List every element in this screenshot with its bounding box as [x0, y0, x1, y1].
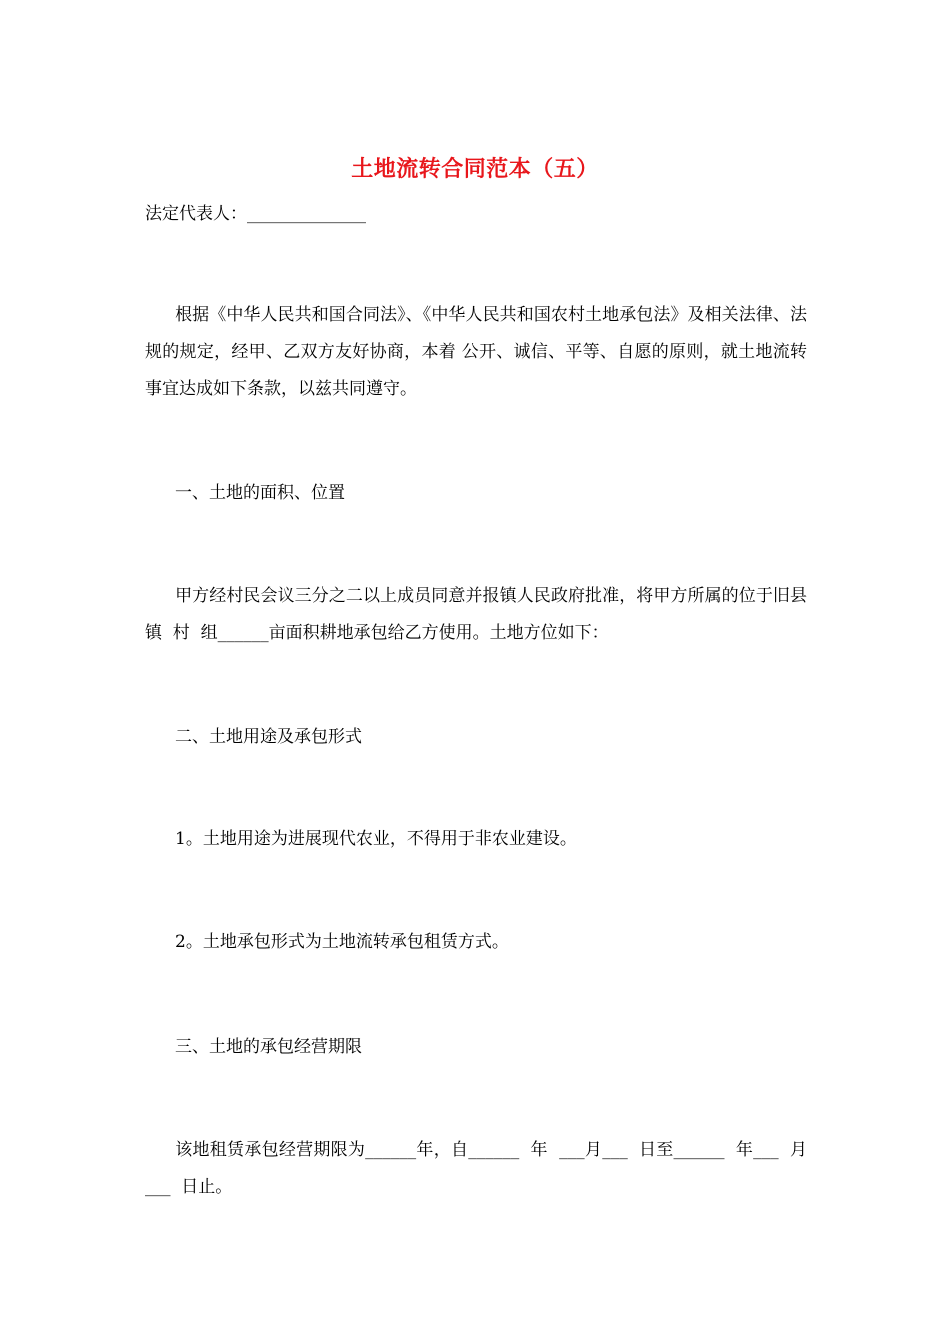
section-1-text: 甲方经村民会议三分之二以上成员同意并报镇人民政府批准，将甲方所属的位于旧县镇 村 组______亩面积耕地承包给乙方使用。土地方位如下： — [145, 586, 807, 643]
document-title: 土地流转合同范本（五） — [351, 156, 599, 182]
section-1-heading: 一、土地的面积、位置 — [175, 483, 345, 503]
preamble-paragraph — [145, 297, 807, 408]
section-2-item-1: 1。土地用途为进展现代农业，不得用于非农业建设。 — [175, 829, 577, 849]
section-3-heading: 三、土地的承包经营期限 — [175, 1037, 362, 1057]
section-3-paragraph — [145, 1132, 807, 1206]
section-2-heading: 二、土地用途及承包形式 — [175, 727, 362, 747]
section-3-text: 该地租赁承包经营期限为______年，自______ 年 ___月___ 日至______ 年___ 月___ 日止。 — [145, 1140, 807, 1197]
section-2-item-2: 2。土地承包形式为土地流转承包租赁方式。 — [175, 932, 509, 952]
section-1-paragraph — [145, 578, 807, 652]
preamble-text: 根据《中华人民共和国合同法》、《中华人民共和国农村土地承包法》及相关法律、法规的规定，经甲、乙双方友好协商，本着 公开、诚信、平等、自愿的原则，就土地流转事宜达成如下条款，以兹共同遵守。 — [145, 305, 807, 399]
legal-representative-line: 法定代表人：______________ — [145, 204, 366, 224]
